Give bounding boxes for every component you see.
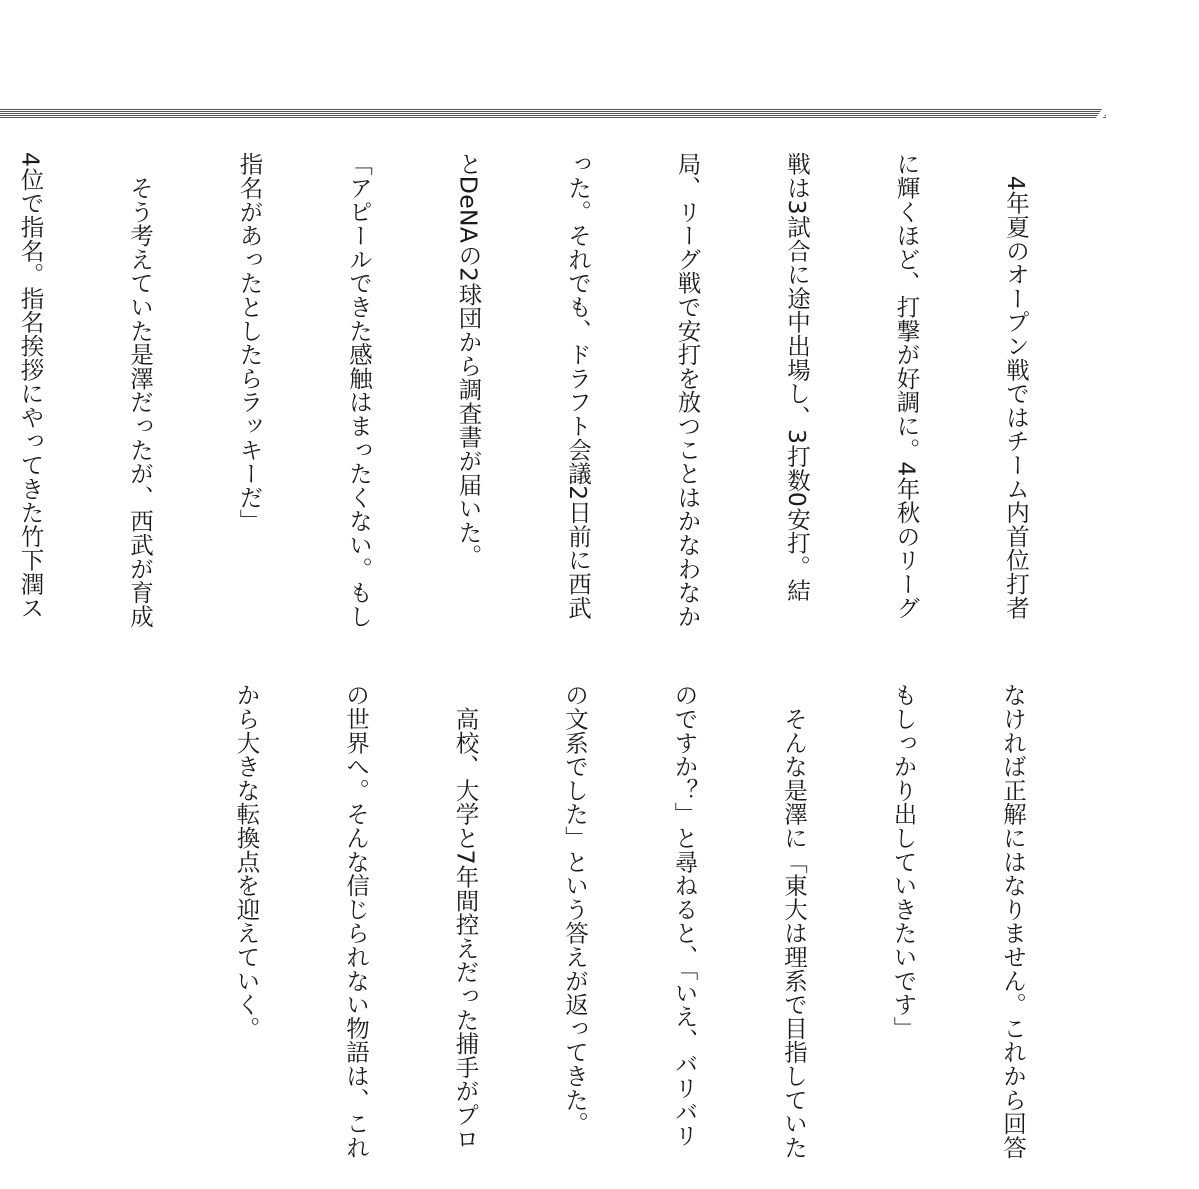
text-column: 戦は3試合に途中出場し、3打数0安打。結	[783, 152, 811, 603]
text-column: 4年夏のオープン戦ではチーム内首位打者	[1002, 152, 1030, 620]
text-column: 4位で指名。指名挨拶にやってきた竹下潤ス	[16, 152, 45, 620]
text-column: に輝くほど、打撃が好調に。4年秋のリーグ	[892, 152, 921, 620]
text-column: 高校、大学と7年間控えだった捕手がプロ	[451, 683, 480, 1151]
text-column: なければ正解にはなりません。これから回答	[999, 683, 1027, 1159]
text-column: から大きな転換点を迎えていく。	[232, 683, 261, 1040]
text-column: の文系でした」という答えが返ってきた。	[561, 683, 589, 1136]
text-column: そんな是澤に「東大は理系で目指していた	[780, 683, 808, 1159]
article-text-upper	[0, 152, 1107, 652]
text-column: もしっかり出していきたいです」	[889, 683, 918, 1040]
article-text-lower	[192, 683, 1105, 1183]
header-rule	[0, 109, 1106, 118]
text-column: のですか？」と尋ねると、「いえ、バリバリ	[670, 683, 699, 1148]
text-column: の世界へ。そんな信じられない物語は、これ	[342, 683, 370, 1159]
text-column: 「アピールできた感触はまったくない。もし	[345, 152, 373, 628]
text-column: そう考えていた是澤だったが、西武が育成	[126, 152, 154, 628]
text-column: った。それでも、ドラフト会議2日前に西武	[564, 152, 592, 620]
text-column: 指名があったとしたらラッキーだ」	[235, 152, 264, 533]
text-column: 局、リーグ戦で安打を放つことはかなわなか	[673, 152, 702, 628]
text-column: とDeNAの2球団から調査書が届いた。	[454, 152, 483, 568]
